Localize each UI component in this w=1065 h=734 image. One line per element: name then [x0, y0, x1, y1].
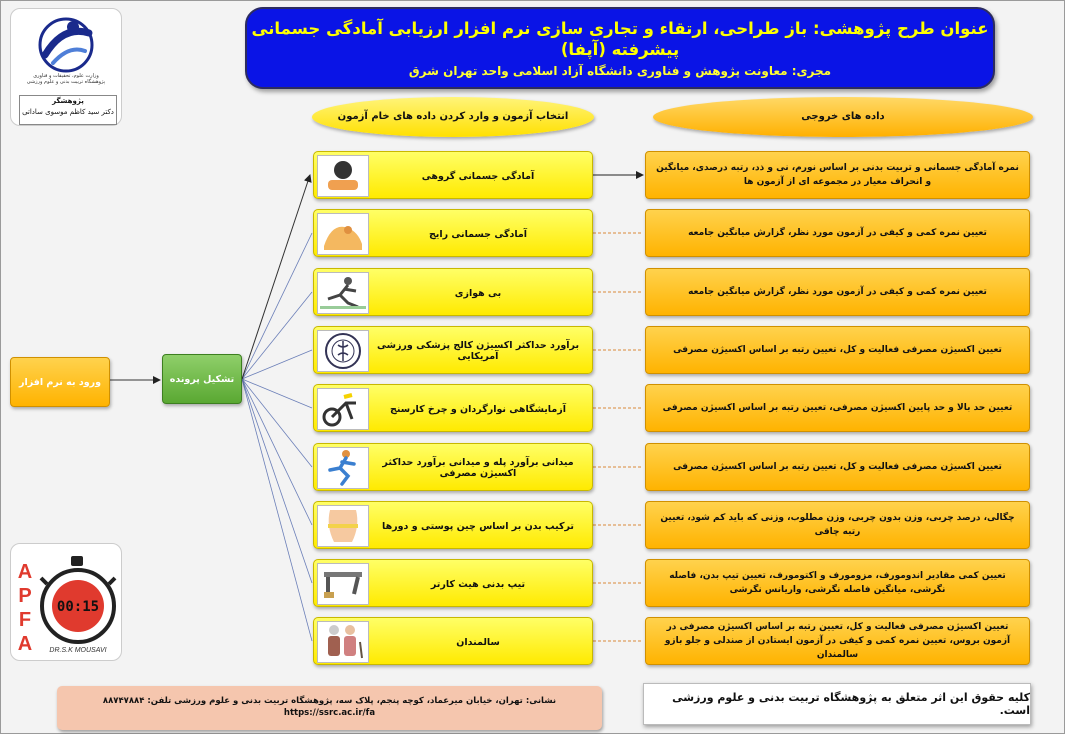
fan-line-4 [242, 350, 312, 379]
fan-line-2 [242, 233, 312, 379]
apfa-letter-2: P [18, 585, 32, 607]
waist-measure-icon [317, 505, 369, 547]
address-box [57, 686, 602, 730]
logo-caption-line2: پژوهشگاه تربیت بدنی و علوم ورزشی [26, 79, 106, 85]
test-label: میدانی برآورد پله و میدانی برآورد حداکثر اکسیژن مصرفی [382, 457, 574, 479]
test-label: سالمندان [456, 636, 500, 648]
test-label: تیپ بدنی هیث کارتر [430, 578, 526, 590]
runner-icon [317, 447, 369, 489]
apfa-logo-card [10, 543, 122, 661]
website-link[interactable]: https://ssrc.ac.ir/fa [283, 708, 376, 718]
fan-line-7 [242, 379, 312, 525]
exercise-bike-icon [317, 388, 369, 430]
enter-software-box: ورود به نرم افزار [10, 357, 110, 407]
output-box-8: تعیین کمی مقادیر اندومورف، مزومورف و اکتومورف، تعیین تیپ بدن، فاصله نگرشی، میانگین فاصله نگرشی، واریانس نگرشی [645, 559, 1030, 607]
create-profile-box: تشکیل پرونده [162, 354, 242, 404]
ssrc-logo-caption [11, 73, 121, 85]
fan-line-3 [242, 292, 312, 379]
output-box-7: چگالی، درصد چربی، وزن بدون چربی، وزن مطلوب، وزنی که باید کم شود، تعیین رتبه چاقی [645, 501, 1030, 549]
test-label: آمادگی جسمانی رایج [428, 228, 528, 240]
fan-line-6 [242, 379, 312, 467]
test-label: برآورد حداکثر اکسیژن کالج پزشکی ورزشی آمریکایی [376, 340, 580, 362]
fan-line-9 [242, 379, 312, 641]
test-to-output-lines [593, 175, 643, 641]
flexed-arm-icon [317, 213, 369, 255]
output-box-5: تعیین حد بالا و حد پایین اکسیژن مصرفی، تعیین رتبه بر اساس اکسیژن مصرفی [645, 384, 1030, 432]
profile-to-tests-lines [242, 233, 312, 641]
sprinter-icon [317, 272, 369, 314]
test-label: آمادگی جسمانی گروهی [421, 170, 535, 182]
output-box-6: تعیین اکسیژن مصرفی فعالیت و کل، تعیین رتبه بر اساس اکسیژن مصرفی [645, 443, 1030, 491]
profile-to-first-test-arrow [242, 175, 310, 379]
test-box-5[interactable] [313, 384, 593, 432]
test-box-7[interactable] [313, 501, 593, 549]
researcher-label: پژوهشگر [52, 97, 84, 105]
apfa-timer: 00:15 [56, 599, 100, 615]
ssrc-logo-card [10, 8, 122, 126]
title-banner [245, 7, 995, 89]
test-box-6[interactable] [313, 443, 593, 491]
output-box-9: تعیین اکسیژن مصرفی فعالیت و کل، تعیین رتبه بر اساس اکسیژن مصرفی در آزمون بروس، تعیین نمره کمی و کیفی در آزمون ایستادن از صندلی و جلو بازو سالمندان [645, 617, 1030, 665]
apfa-letter-4: A [17, 633, 33, 655]
output-box-1: نمره آمادگی جسمانی و تربیت بدنی بر اساس نورم، نی و ذد، رتبه درصدی، میانگین و انحراف معیار در مجموعه ای از آزمون ها [645, 151, 1030, 199]
apfa-letter-3: F [18, 609, 32, 631]
logo-caption-line1: وزارت علوم، تحقیقات و فناوری [33, 73, 99, 79]
caliper-icon [317, 563, 369, 605]
test-box-9[interactable] [313, 617, 593, 665]
output-column-header: داده های خروجی [653, 97, 1033, 137]
apfa-signature: DR.S.K MOUSAVI [49, 647, 107, 654]
output-box-4: تعیین اکسیژن مصرفی فعالیت و کل، تعیین رتبه بر اساس اکسیژن مصرفی [645, 326, 1030, 374]
test-box-1[interactable] [313, 151, 593, 199]
fan-line-5 [242, 379, 312, 408]
apfa-letter-1: A [17, 561, 33, 583]
address-text: نشانی: تهران، خیابان میرعماد، کوچه پنجم، پلاک سه، پژوهشگاه تربیت بدنی و علوم ورزشی تلفن: ۸۸۷۴۷۸۸۴ [102, 696, 557, 706]
test-label: آزمایشگاهی نوارگردان و چرخ کارسنج [390, 403, 566, 415]
test-box-8[interactable] [313, 559, 593, 607]
acsm-seal-icon [317, 330, 369, 372]
copyright-box: کلیه حقوق این اثر متعلق به پژوهشگاه تربیت بدنی و علوم ورزشی است. [643, 683, 1031, 725]
apfa-stopwatch-icon [11, 544, 123, 662]
fan-line-8 [242, 379, 312, 583]
test-label: ترکیب بدن بر اساس چین پوستی و دورها [382, 520, 574, 532]
researcher-box [19, 95, 117, 125]
test-box-2[interactable] [313, 209, 593, 257]
test-box-3[interactable] [313, 268, 593, 316]
test-label: بی هوازی [454, 287, 502, 299]
ssrc-logo-icon [33, 15, 99, 73]
output-box-3: تعیین نمره کمی و کیفی در آزمون مورد نظر، گزارش میانگین جامعه [645, 268, 1030, 316]
researcher-name: دکتر سید کاظم موسوی ساداتی [22, 108, 114, 116]
kettlebell-arm-icon [317, 155, 369, 197]
page-subtitle: مجری: معاونت پژوهش و فناوری دانشگاه آزاد اسلامی واحد تهران شرق [408, 64, 832, 78]
page-title: عنوان طرح پژوهشی: باز طراحی، ارتقاء و تجاری سازی نرم افزار ارزیابی آمادگی جسمانی پیشرفته (آپفا) [251, 19, 989, 59]
elderly-couple-icon [317, 621, 369, 663]
test-box-4[interactable] [313, 326, 593, 374]
output-box-2: تعیین نمره کمی و کیفی در آزمون مورد نظر، گزارش میانگین جامعه [645, 209, 1030, 257]
input-column-header: انتخاب آزمون و وارد کردن داده های خام آزمون [312, 97, 594, 137]
